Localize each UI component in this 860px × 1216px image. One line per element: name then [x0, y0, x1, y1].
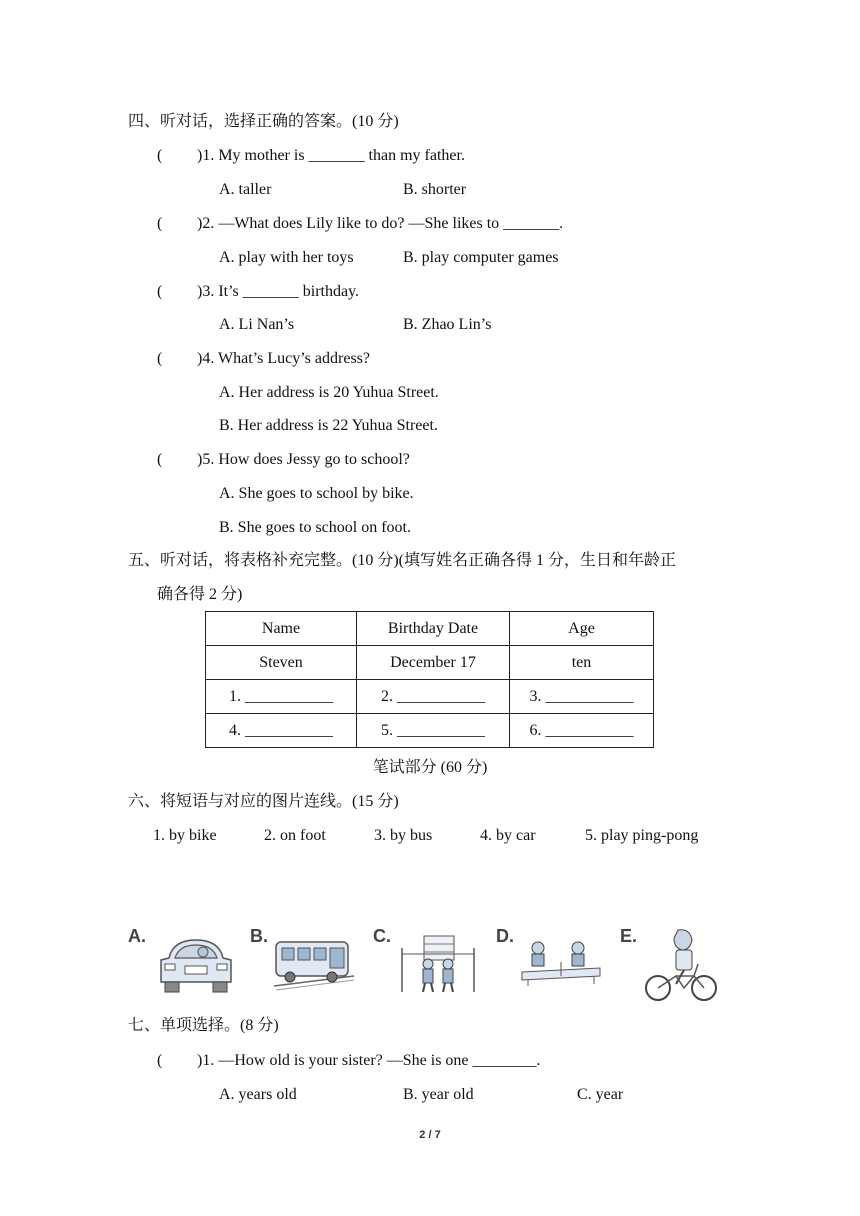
option-b: B. year old — [403, 1086, 474, 1103]
option-c: C. year — [577, 1086, 624, 1103]
question-text: )4. What’s Lucy’s address? — [197, 350, 370, 367]
option-a: A. years old — [219, 1086, 297, 1103]
walking-to-school-icon — [398, 934, 478, 1001]
option-b: B. She goes to school on foot. — [219, 519, 411, 536]
answer-paren[interactable]: ( — [157, 283, 163, 300]
phrase-2: 2. on foot — [264, 827, 326, 844]
answer-paren[interactable]: ( — [157, 451, 163, 468]
option-b: B. shorter — [403, 181, 467, 198]
table-blank-cell[interactable]: 4. ___________ — [206, 714, 357, 748]
question-text: )3. It’s _______ birthday. — [197, 283, 360, 300]
table-cell: Steven — [206, 646, 357, 680]
table-blank-cell[interactable]: 6. ___________ — [510, 714, 654, 748]
option-a: A. play with her toys — [219, 249, 354, 266]
table-blank-cell[interactable]: 3. ___________ — [510, 680, 654, 714]
answer-paren[interactable]: ( — [157, 147, 163, 164]
table-row — [206, 646, 654, 680]
section6-heading: 六、将短语与对应的图片连线。(15 分) — [128, 793, 399, 810]
bike-icon — [642, 926, 722, 1011]
table-row — [206, 680, 654, 714]
question-text: )2. —What does Lily like to do? —She likes to _______. — [197, 215, 564, 232]
phrase-1: 1. by bike — [153, 827, 217, 844]
picture-label-e: E. — [620, 926, 638, 946]
option-a: A. Li Nan’s — [219, 316, 295, 333]
option-b: B. play computer games — [403, 249, 559, 266]
option-b: B. Zhao Lin’s — [403, 316, 492, 333]
answer-paren[interactable]: ( — [157, 350, 163, 367]
answer-paren[interactable]: ( — [157, 215, 163, 232]
section7-heading: 七、单项选择。(8 分) — [128, 1017, 279, 1034]
picture-label-a: A. — [128, 926, 146, 946]
option-a: A. She goes to school by bike. — [219, 485, 414, 502]
option-a: A. taller — [219, 181, 272, 198]
table-blank-cell[interactable]: 5. ___________ — [357, 714, 510, 748]
picture-label-c: C. — [373, 926, 391, 946]
question-text: )5. How does Jessy go to school? — [197, 451, 410, 468]
phrase-3: 3. by bus — [374, 827, 433, 844]
section5-heading-cont: 确各得 2 分) — [157, 586, 243, 603]
page-number: 2 / 7 — [419, 1129, 441, 1141]
bus-icon — [272, 934, 356, 997]
table-row — [206, 714, 654, 748]
table-header: Name — [206, 612, 357, 646]
phrase-4: 4. by car — [480, 827, 536, 844]
table-cell: ten — [510, 646, 654, 680]
table-blank-cell[interactable]: 1. ___________ — [206, 680, 357, 714]
table-cell: December 17 — [357, 646, 510, 680]
option-a: A. Her address is 20 Yuhua Street. — [219, 384, 439, 401]
picture-label-d: D. — [496, 926, 514, 946]
question-text: )1. —How old is your sister? —She is one ________. — [197, 1052, 541, 1069]
question-text: )1. My mother is _______ than my father. — [197, 147, 465, 164]
written-part-title: 笔试部分 (60 分) — [372, 759, 488, 776]
option-b: B. Her address is 22 Yuhua Street. — [219, 417, 438, 434]
section5-heading: 五、听对话，将表格补充完整。(10 分)(填写姓名正确各得 1 分，生日和年龄正 — [128, 552, 676, 569]
answer-paren[interactable]: ( — [157, 1052, 163, 1069]
picture-label-b: B. — [250, 926, 268, 946]
table-blank-cell[interactable]: 2. ___________ — [357, 680, 510, 714]
ping-pong-icon — [518, 938, 604, 993]
phrase-5: 5. play ping-pong — [585, 827, 699, 844]
table-header: Age — [510, 612, 654, 646]
info-table — [205, 611, 654, 748]
table-header: Birthday Date — [357, 612, 510, 646]
car-icon — [155, 934, 237, 1001]
table-header-row — [206, 612, 654, 646]
section4-heading: 四、听对话，选择正确的答案。(10 分) — [128, 113, 399, 130]
